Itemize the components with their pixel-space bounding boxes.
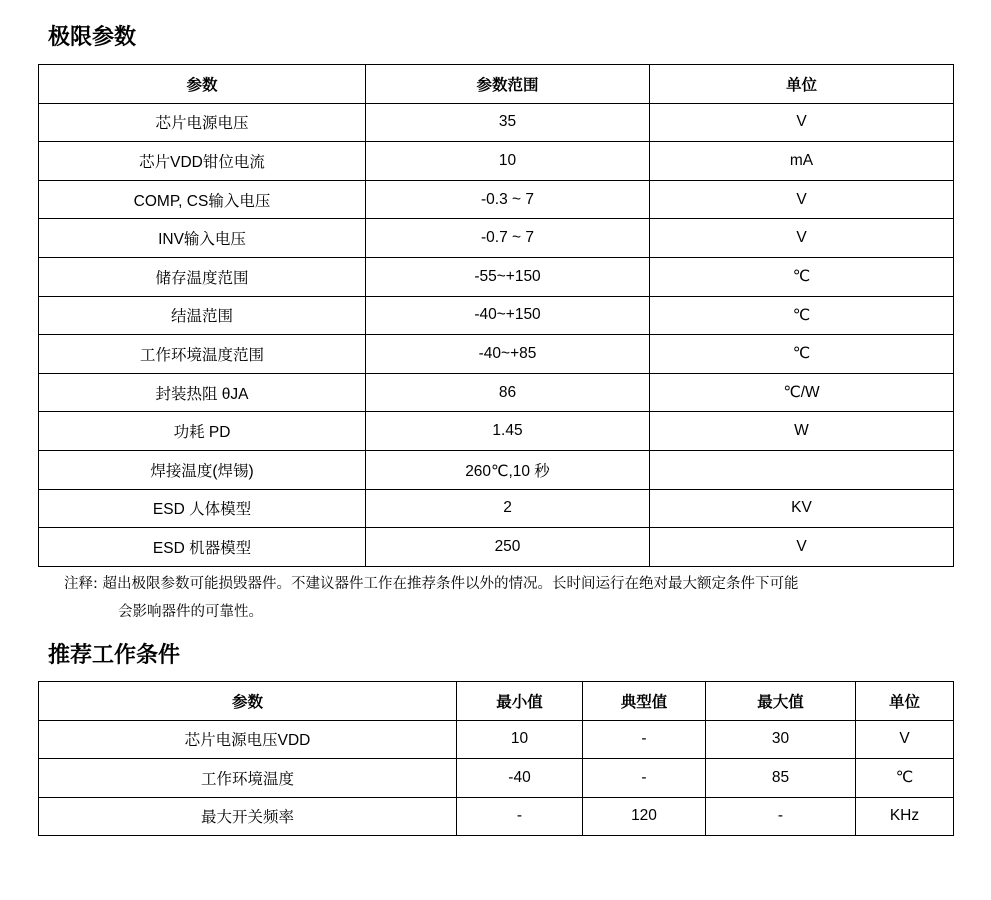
table-row — [39, 180, 954, 219]
param-cell: 焊接温度(焊锡) — [39, 450, 366, 489]
table-row — [39, 797, 954, 836]
range-cell: -40~+85 — [366, 335, 650, 374]
unit-cell: ℃ — [650, 335, 954, 374]
param-cell: 功耗 PD — [39, 412, 366, 451]
header-unit: 单位 — [650, 65, 954, 104]
table-row — [39, 296, 954, 335]
unit-cell: KHz — [856, 797, 954, 836]
table-row — [39, 142, 954, 181]
header-max: 最大值 — [706, 682, 856, 721]
max-cell: - — [706, 797, 856, 836]
param-cell: COMP, CS输入电压 — [39, 180, 366, 219]
header-min: 最小值 — [457, 682, 583, 721]
table-row — [39, 759, 954, 798]
table-row — [39, 489, 954, 528]
table-row — [39, 720, 954, 759]
param-cell: 芯片电源电压VDD — [39, 720, 457, 759]
header-unit: 单位 — [856, 682, 954, 721]
table-row — [39, 450, 954, 489]
unit-cell — [650, 450, 954, 489]
param-cell: ESD 人体模型 — [39, 489, 366, 528]
unit-cell: W — [650, 412, 954, 451]
table-row — [39, 412, 954, 451]
note-line-1: 注释: 超出极限参数可能损毁器件。不建议器件工作在推荐条件以外的情况。长时间运行在绝对最大额定条件下可能 — [64, 576, 799, 592]
header-param: 参数 — [39, 682, 457, 721]
table-header-row — [39, 65, 954, 104]
param-cell: 封装热阻 θJA — [39, 373, 366, 412]
table-row — [39, 219, 954, 258]
typ-cell: - — [583, 759, 706, 798]
table-row — [39, 103, 954, 142]
note-line-2: 会影响器件的可靠性。 — [118, 604, 263, 620]
table-row — [39, 257, 954, 296]
max-cell: 85 — [706, 759, 856, 798]
recommended-table — [38, 681, 954, 836]
min-cell: -40 — [457, 759, 583, 798]
unit-cell: mA — [650, 142, 954, 181]
range-cell: 35 — [366, 103, 650, 142]
param-cell: 工作环境温度 — [39, 759, 457, 798]
range-cell: -55~+150 — [366, 257, 650, 296]
min-cell: - — [457, 797, 583, 836]
range-cell: -40~+150 — [366, 296, 650, 335]
unit-cell: ℃ — [650, 257, 954, 296]
range-cell: 2 — [366, 489, 650, 528]
range-cell: -0.3 ~ 7 — [366, 180, 650, 219]
param-cell: 芯片VDD钳位电流 — [39, 142, 366, 181]
unit-cell: KV — [650, 489, 954, 528]
range-cell: 10 — [366, 142, 650, 181]
abs-max-note — [64, 570, 954, 626]
unit-cell: V — [650, 180, 954, 219]
table-row — [39, 335, 954, 374]
param-cell: 结温范围 — [39, 296, 366, 335]
typ-cell: - — [583, 720, 706, 759]
param-cell: 储存温度范围 — [39, 257, 366, 296]
unit-cell: V — [650, 103, 954, 142]
header-range: 参数范围 — [366, 65, 650, 104]
header-param: 参数 — [39, 65, 366, 104]
unit-cell: V — [856, 720, 954, 759]
range-cell: 86 — [366, 373, 650, 412]
range-cell: 1.45 — [366, 412, 650, 451]
header-typ: 典型值 — [583, 682, 706, 721]
param-cell: 芯片电源电压 — [39, 103, 366, 142]
param-cell: 最大开关频率 — [39, 797, 457, 836]
abs-max-title: 极限参数 — [48, 25, 137, 50]
range-cell: 260℃,10 秒 — [366, 450, 650, 489]
range-cell: 250 — [366, 528, 650, 567]
unit-cell: ℃/W — [650, 373, 954, 412]
min-cell: 10 — [457, 720, 583, 759]
unit-cell: ℃ — [650, 296, 954, 335]
range-cell: -0.7 ~ 7 — [366, 219, 650, 258]
unit-cell: V — [650, 219, 954, 258]
table-row — [39, 528, 954, 567]
typ-cell: 120 — [583, 797, 706, 836]
table-header-row — [39, 682, 954, 721]
max-cell: 30 — [706, 720, 856, 759]
unit-cell: V — [650, 528, 954, 567]
unit-cell: ℃ — [856, 759, 954, 798]
abs-max-table — [38, 64, 954, 567]
param-cell: 工作环境温度范围 — [39, 335, 366, 374]
table-row — [39, 373, 954, 412]
recommended-title: 推荐工作条件 — [48, 643, 181, 668]
param-cell: ESD 机器模型 — [39, 528, 366, 567]
param-cell: INV输入电压 — [39, 219, 366, 258]
